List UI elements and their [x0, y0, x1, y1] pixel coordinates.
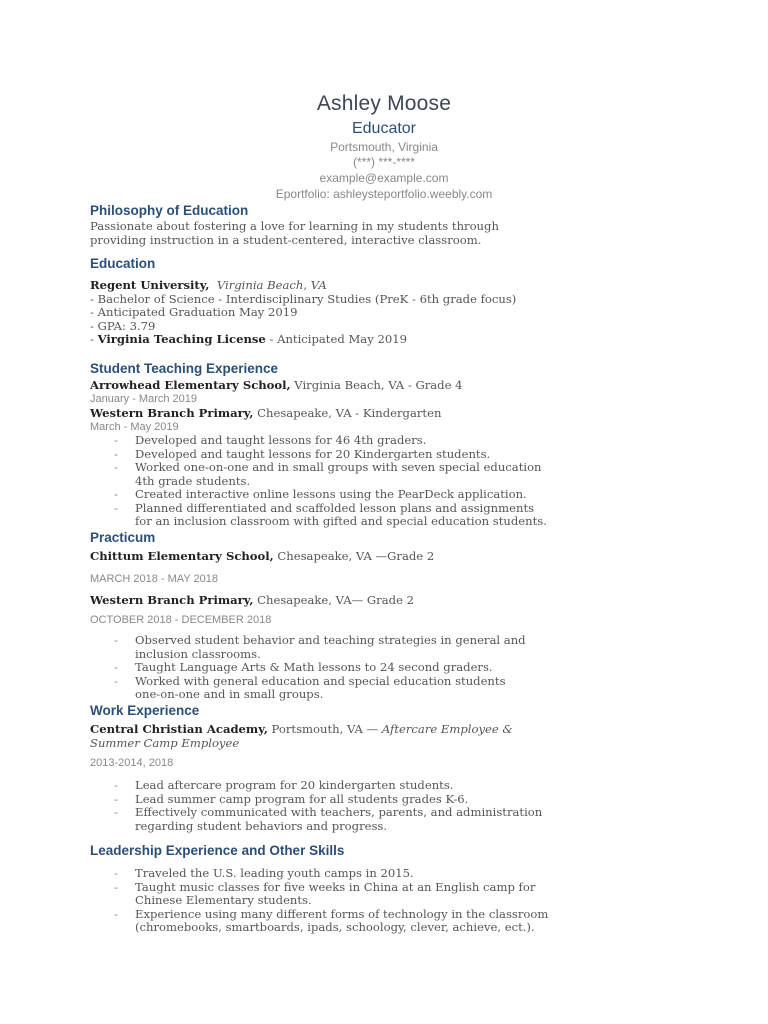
list-item: - Created interactive online lessons using the PearDeck application.: [90, 488, 550, 502]
practicum-list: [90, 634, 530, 702]
education-graduation: - Anticipated Graduation May 2019: [90, 305, 298, 319]
placement-date: January - March 2019: [90, 393, 197, 405]
philosophy-text: Passionate about fostering a love for learning in my students through providing instruction in a student-centered, interactive classroom.: [90, 219, 499, 247]
placement-line: [90, 379, 540, 393]
list-item: - Worked with general education and special education students one-on-one and in small groups.: [90, 675, 530, 702]
list-item: - Lead summer camp program for all students grades K-6.: [90, 793, 550, 807]
list-item: - Taught Language Arts & Math lessons to 24 second graders.: [90, 661, 530, 675]
list-item: - Developed and taught lessons for 20 Kindergarten students.: [90, 448, 550, 462]
leadership-heading: Leadership Experience and Other Skills: [90, 843, 345, 858]
work-employer-line: [90, 723, 530, 750]
placement-school: Western Branch Primary,: [90, 406, 254, 420]
education-gpa: - GPA: 3.79: [90, 319, 156, 333]
practicum-heading: Practicum: [90, 530, 156, 545]
list-item: - Taught music classes for five weeks in China at an English camp for Chinese Elementary students.: [90, 881, 550, 908]
placement-date: March - May 2019: [90, 421, 179, 433]
work-date: 2013-2014, 2018: [90, 757, 174, 769]
license-suffix: - Anticipated May 2019: [265, 332, 407, 346]
email-text: example@example.com: [319, 171, 449, 185]
work-position: Aftercare Employee & Summer Camp Employee: [90, 722, 513, 750]
education-heading: Education: [90, 256, 156, 271]
school-name: Regent University,: [90, 278, 210, 292]
work-list: [90, 779, 550, 833]
work-heading: Work Experience: [90, 703, 200, 718]
placement-school: Arrowhead Elementary School,: [90, 378, 291, 392]
employer-location: Portsmouth, VA —: [267, 722, 382, 736]
portfolio-text: Eportfolio: ashleysteportfolio.weebly.com: [275, 187, 493, 201]
education-license: [90, 333, 540, 347]
list-item: - Planned differentiated and scaffolded lesson plans and assignments for an inclusion classroom with gifted and special education students.: [90, 502, 550, 529]
employer-name: Central Christian Academy,: [90, 722, 268, 736]
philosophy-heading: Philosophy of Education: [90, 203, 249, 218]
placement-detail: Chesapeake, VA - Kindergarten: [253, 406, 442, 420]
placement-line: [90, 594, 540, 608]
placement-detail: Chesapeake, VA —Grade 2: [273, 549, 435, 563]
placement-date: MARCH 2018 - MAY 2018: [90, 573, 218, 585]
education-degree: - Bachelor of Science - Interdisciplinary Studies (PreK - 6th grade focus): [90, 292, 517, 306]
leadership-list: [90, 867, 550, 935]
list-item: - Lead aftercare program for 20 kindergarten students.: [90, 779, 550, 793]
placement-school: Western Branch Primary,: [90, 593, 254, 607]
list-item: - Traveled the U.S. leading youth camps in 2015.: [90, 867, 550, 881]
placement-detail: Virginia Beach, VA - Grade 4: [290, 378, 463, 392]
placement-school: Chittum Elementary School,: [90, 549, 274, 563]
list-item: - Developed and taught lessons for 46 4th graders.: [90, 434, 550, 448]
placement-line: [90, 550, 540, 564]
license-name: Virginia Teaching License: [97, 332, 266, 346]
license-prefix: -: [90, 332, 98, 346]
candidate-name: Ashley Moose: [316, 92, 452, 115]
placement-line: [90, 407, 540, 421]
list-item: - Experience using many different forms of technology in the classroom (chromebooks, smartboards, ipads, schoology, clever, achieve, ect.).: [90, 908, 550, 935]
education-school: [90, 279, 540, 293]
placement-detail: Chesapeake, VA— Grade 2: [253, 593, 414, 607]
list-item: - Observed student behavior and teaching strategies in general and inclusion classrooms.: [90, 634, 530, 661]
student-teaching-list: [90, 434, 550, 529]
school-location: Virginia Beach, VA: [216, 278, 327, 292]
candidate-title: Educator: [351, 120, 417, 137]
list-item: - Worked one-on-one and in small groups with seven special education 4th grade students.: [90, 461, 550, 488]
location-text: Portsmouth, Virginia: [330, 140, 438, 154]
list-item: - Effectively communicated with teachers, parents, and administration regarding student behaviors and progress.: [90, 806, 550, 833]
placement-date: OCTOBER 2018 - DECEMBER 2018: [90, 614, 272, 626]
student-teaching-heading: Student Teaching Experience: [90, 361, 279, 376]
phone-text: (***) ***-****: [352, 155, 416, 169]
